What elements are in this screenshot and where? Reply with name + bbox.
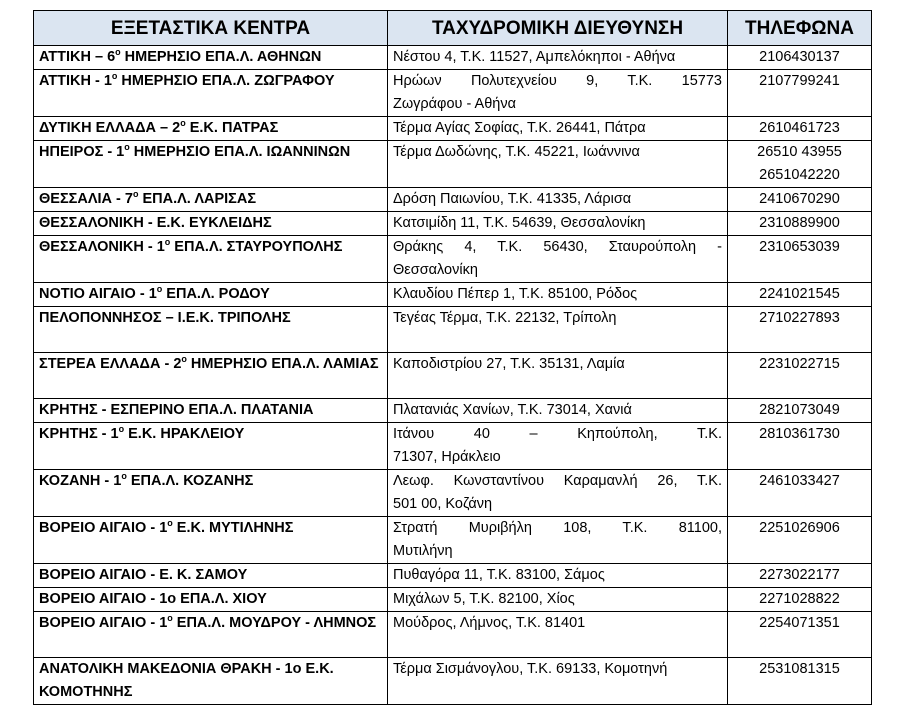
- phone-numbers: [728, 117, 872, 141]
- phone-number: 2254071351: [759, 615, 840, 631]
- center-name-part: ΘΕΣΣΑΛΟΝΙΚΗ - 1: [39, 239, 165, 255]
- postal-address: [388, 70, 728, 117]
- phone-numbers: [728, 283, 872, 307]
- center-name-part: ΑΤΤΙΚΗ - 1: [39, 73, 112, 89]
- phone-number: 2251026906: [759, 520, 840, 536]
- ordinal-superscript: ο: [115, 47, 121, 58]
- exam-center-name: [34, 353, 388, 399]
- ordinal-superscript: ο: [111, 71, 118, 82]
- table-row: [34, 470, 872, 517]
- phone-numbers: [728, 470, 872, 517]
- phone-numbers: [728, 70, 872, 117]
- postal-address: [388, 517, 728, 564]
- postal-address: [388, 588, 728, 612]
- address-line: Κατσιμίδη 11, Τ.Κ. 54639, Θεσσαλονίκη: [393, 215, 646, 231]
- exam-center-name: [34, 470, 388, 517]
- postal-address: [388, 141, 728, 188]
- phone-number: 2271028822: [759, 591, 840, 607]
- exam-center-name: [34, 588, 388, 612]
- postal-address: [388, 399, 728, 423]
- center-name-part: ΑΝΑΤΟΛΙΚΗ ΜΑΚΕΔΟΝΙΑ ΘΡΑΚΗ - 1ο Ε.Κ. ΚΟΜΟΤΗΝΗΣ: [39, 661, 334, 700]
- address-line: Ηρώων Πολυτεχνείου 9, Τ.Κ. 15773: [393, 73, 722, 89]
- center-name-rest: ΕΠΑ.Λ. ΛΑΡΙΣΑΣ: [138, 191, 257, 207]
- exam-center-name: [34, 612, 388, 658]
- address-line: Νέστου 4, Τ.Κ. 11527, Αμπελόκηποι - Αθήνα: [393, 49, 676, 65]
- address-line: Τέρμα Δωδώνης, Τ.Κ. 45221, Ιωάννινα: [393, 144, 640, 160]
- postal-address: [388, 307, 728, 353]
- postal-address: [388, 612, 728, 658]
- phone-numbers: [728, 423, 872, 470]
- address-line: Λεωφ. Κωνσταντίνου Καραμανλή 26, Τ.Κ.: [393, 473, 722, 489]
- exam-center-name: [34, 283, 388, 307]
- address-line: Πλατανιάς Χανίων, Τ.Κ. 73014, Χανιά: [393, 402, 632, 418]
- phone-numbers: [728, 564, 872, 588]
- center-name-part: ΒΟΡΕΙΟ ΑΙΓΑΙΟ - 1: [39, 615, 168, 631]
- phone-number: 2531081315: [759, 661, 840, 677]
- phone-number: 2273022177: [759, 567, 840, 583]
- address-line: Τέρμα Σισμάνογλου, Τ.Κ. 69133, Κομοτηνή: [393, 661, 668, 677]
- table-row: [34, 307, 872, 353]
- center-name-part: ΚΡΗΤΗΣ - 1: [39, 426, 119, 442]
- table-row: [34, 658, 872, 705]
- postal-address: [388, 188, 728, 212]
- ordinal-superscript: ο: [156, 284, 163, 295]
- exam-center-name: [34, 212, 388, 236]
- exam-center-name: [34, 423, 388, 470]
- center-name-rest: ΕΠΑ.Λ. ΚΟΖΑΝΗΣ: [126, 473, 254, 489]
- table-row: [34, 612, 872, 658]
- center-name-part: ΠΕΛΟΠΟΝΝΗΣΟΣ – Ι.Ε.Κ. ΤΡΙΠΟΛΗΣ: [39, 310, 291, 326]
- address-line: Στρατή Μυριβήλη 108, Τ.Κ. 81100,: [393, 520, 722, 536]
- address-line: 501 00, Κοζάνη: [393, 496, 493, 512]
- exam-center-name: [34, 70, 388, 117]
- phone-number: 2821073049: [759, 402, 840, 418]
- address-line: Θράκης 4, Τ.Κ. 56430, Σταυρούπολη -: [393, 239, 722, 255]
- address-line: Ιτάνου 40 – Κηπούπολη, Τ.Κ.: [393, 426, 722, 442]
- exam-center-name: [34, 141, 388, 188]
- exam-center-name: [34, 658, 388, 705]
- phone-numbers: [728, 399, 872, 423]
- postal-address: [388, 236, 728, 283]
- exam-centers-table: [33, 10, 872, 705]
- center-name-part: ΝΟΤΙΟ ΑΙΓΑΙΟ - 1: [39, 286, 157, 302]
- header-postal-address: ΤΑΧΥΔΡΟΜΙΚΗ ΔΙΕΥΘΥΝΣΗ: [388, 11, 728, 46]
- phone-number: 2710227893: [759, 310, 840, 326]
- exam-center-name: [34, 399, 388, 423]
- table-row: [34, 70, 872, 117]
- postal-address: [388, 423, 728, 470]
- center-name-part: ΒΟΡΕΙΟ ΑΙΓΑΙΟ - 1: [39, 520, 168, 536]
- ordinal-superscript: ο: [181, 354, 187, 365]
- center-name-rest: ΗΜΕΡΗΣΙΟ ΕΠΑ.Λ. ΙΩΑΝΝΙΝΩΝ: [129, 144, 351, 160]
- ordinal-superscript: ο: [167, 518, 173, 529]
- center-name-part: ΚΟΖΑΝΗ - 1: [39, 473, 122, 489]
- phone-number: 2231022715: [759, 356, 840, 372]
- phone-numbers: [728, 46, 872, 70]
- table-body: [34, 46, 872, 705]
- phone-number: 2810361730: [759, 426, 840, 442]
- phone-number: 2651042220: [759, 167, 840, 183]
- table-row: [34, 353, 872, 399]
- table-row: [34, 188, 872, 212]
- center-name-rest: ΕΠΑ.Λ. ΡΟΔΟΥ: [162, 286, 270, 302]
- address-line: Πυθαγόρα 11, Τ.Κ. 83100, Σάμος: [393, 567, 605, 583]
- center-name-part: ΒΟΡΕΙΟ ΑΙΓΑΙΟ - Ε. Κ. ΣΑΜΟΥ: [39, 567, 248, 583]
- exam-center-name: [34, 188, 388, 212]
- center-name-rest: ΕΠΑ.Λ. ΣΤΑΥΡΟΥΠΟΛΗΣ: [170, 239, 343, 255]
- center-name-part: ΔΥΤΙΚΗ ΕΛΛΑΔΑ – 2: [39, 120, 181, 136]
- address-line: Τέρμα Αγίας Σοφίας, Τ.Κ. 26441, Πάτρα: [393, 120, 646, 136]
- address-line: Καποδιστρίου 27, Τ.Κ. 35131, Λαμία: [393, 356, 625, 372]
- postal-address: [388, 283, 728, 307]
- postal-address: [388, 470, 728, 517]
- address-line: Μούδρος, Λήμνος, Τ.Κ. 81401: [393, 615, 586, 631]
- table-row: [34, 117, 872, 141]
- phone-number: 2310653039: [759, 239, 840, 255]
- address-line: Μιχάλων 5, Τ.Κ. 82100, Χίος: [393, 591, 575, 607]
- phone-number: 2310889900: [759, 215, 840, 231]
- phone-number: 2241021545: [759, 286, 840, 302]
- exam-center-name: [34, 307, 388, 353]
- table-row: [34, 283, 872, 307]
- postal-address: [388, 46, 728, 70]
- exam-center-name: [34, 517, 388, 564]
- phone-numbers: [728, 212, 872, 236]
- header-exam-centers: ΕΞΕΤΑΣΤΙΚΑ ΚΕΝΤΡΑ: [34, 11, 388, 46]
- table-row: [34, 588, 872, 612]
- phone-number: 26510 43955: [757, 144, 842, 160]
- phone-numbers: [728, 658, 872, 705]
- center-name-part: ΣΤΕΡΕΑ ΕΛΛΑΔΑ - 2: [39, 356, 182, 372]
- ordinal-superscript: ο: [164, 237, 171, 248]
- center-name-rest: ΗΜΕΡΗΣΙΟ ΕΠΑ.Λ. ΛΑΜΙΑΣ: [186, 356, 379, 372]
- address-line: Τεγέας Τέρμα, Τ.Κ. 22132, Τρίπολη: [393, 310, 617, 326]
- phone-number: 2106430137: [759, 49, 840, 65]
- center-name-part: ΑΤΤΙΚΗ – 6: [39, 49, 116, 65]
- address-line: Κλαυδίου Πέπερ 1, Τ.Κ. 85100, Ρόδος: [393, 286, 638, 302]
- center-name-rest: ΗΜΕΡΗΣΙΟ ΕΠΑ.Λ. ΖΩΓΡΑΦΟΥ: [117, 73, 335, 89]
- center-name-part: ΘΕΣΣΑΛΟΝΙΚΗ - Ε.Κ. ΕΥΚΛΕΙΔΗΣ: [39, 215, 272, 231]
- center-name-part: ΚΡΗΤΗΣ - ΕΣΠΕΡΙΝΟ ΕΠΑ.Λ. ΠΛΑΤΑΝΙΑ: [39, 402, 314, 418]
- phone-numbers: [728, 188, 872, 212]
- phone-number: 2410670290: [759, 191, 840, 207]
- phone-numbers: [728, 141, 872, 188]
- table-row: [34, 423, 872, 470]
- exam-center-name: [34, 236, 388, 283]
- postal-address: [388, 564, 728, 588]
- phone-number: 2610461723: [759, 120, 840, 136]
- center-name-part: ΗΠΕΙΡΟΣ - 1: [39, 144, 125, 160]
- center-name-rest: Ε.Κ. ΜΥΤΙΛΗΝΗΣ: [172, 520, 294, 536]
- postal-address: [388, 353, 728, 399]
- ordinal-superscript: ο: [167, 613, 173, 624]
- exam-center-name: [34, 117, 388, 141]
- ordinal-superscript: ο: [124, 142, 130, 153]
- address-line: Δρόση Παιωνίου, Τ.Κ. 41335, Λάρισα: [393, 191, 632, 207]
- address-line: Θεσσαλονίκη: [393, 262, 478, 278]
- header-phones: ΤΗΛΕΦΩΝΑ: [728, 11, 872, 46]
- ordinal-superscript: ο: [180, 118, 186, 129]
- address-line: Ζωγράφου - Αθήνα: [393, 96, 516, 112]
- phone-numbers: [728, 588, 872, 612]
- exam-center-name: [34, 46, 388, 70]
- phone-numbers: [728, 353, 872, 399]
- postal-address: [388, 212, 728, 236]
- phone-numbers: [728, 517, 872, 564]
- phone-numbers: [728, 612, 872, 658]
- center-name-part: ΘΕΣΣΑΛΙΑ - 7: [39, 191, 133, 207]
- header-row: [34, 11, 872, 46]
- postal-address: [388, 658, 728, 705]
- center-name-rest: Ε.Κ. ΗΡΑΚΛΕΙΟΥ: [124, 426, 245, 442]
- exam-center-name: [34, 564, 388, 588]
- table-row: [34, 517, 872, 564]
- phone-number: 2107799241: [759, 73, 840, 89]
- center-name-part: ΒΟΡΕΙΟ ΑΙΓΑΙΟ - 1ο ΕΠΑ.Λ. ΧΙΟΥ: [39, 591, 267, 607]
- phone-number: 2461033427: [759, 473, 840, 489]
- center-name-rest: ΗΜΕΡΗΣΙΟ ΕΠΑ.Λ. ΑΘΗΝΩΝ: [120, 49, 322, 65]
- center-name-rest: Ε.Κ. ΠΑΤΡΑΣ: [185, 120, 279, 136]
- table-row: [34, 564, 872, 588]
- table-row: [34, 236, 872, 283]
- address-line: Μυτιλήνη: [393, 543, 453, 559]
- phone-numbers: [728, 236, 872, 283]
- table-row: [34, 212, 872, 236]
- postal-address: [388, 117, 728, 141]
- phone-numbers: [728, 307, 872, 353]
- center-name-rest: ΕΠΑ.Λ. ΜΟΥΔΡΟΥ - ΛΗΜΝΟΣ: [172, 615, 377, 631]
- address-line: 71307, Ηράκλειο: [393, 449, 501, 465]
- ordinal-superscript: ο: [118, 424, 125, 435]
- table-row: [34, 141, 872, 188]
- ordinal-superscript: ο: [132, 189, 139, 200]
- ordinal-superscript: ο: [121, 471, 127, 482]
- table-row: [34, 399, 872, 423]
- table-row: [34, 46, 872, 70]
